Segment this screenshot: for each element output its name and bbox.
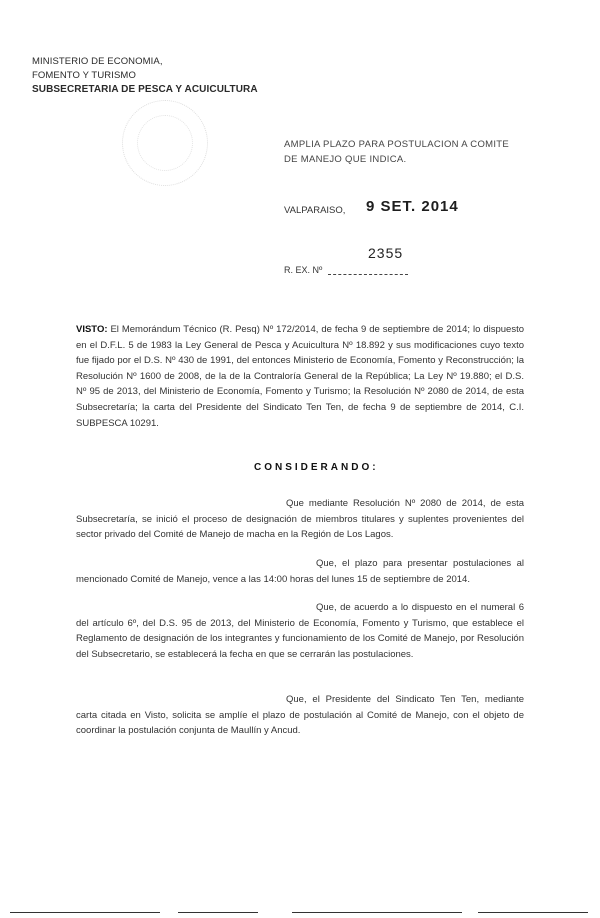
resolution-number-underline xyxy=(328,274,408,275)
considerando-item-1: Que mediante Resolución Nº 2080 de 2014, de esta Subsecretaría, se inició el proceso de designación de miembros titulares y suplentes provenientes del sector privado del Comité de Manejo de macha en la Región de Los Lagos. xyxy=(76,498,524,541)
subsecretaria-name: SUBSECRETARIA DE PESCA Y ACUICULTURA xyxy=(32,84,258,95)
considerando-item-3: Que, de acuerdo a lo dispuesto en el numeral 6 del artículo 6º, del D.S. 95 de 2013, del Ministerio de Economía, Fomento y Turismo, que establece el Reglamento de designación de los integrantes y funcionamiento de los Comité de Manejo, por Resolución del Subsecretario, se establecerá la fecha en que se cerrarán las postulaciones. xyxy=(76,602,524,660)
footer-rule-4 xyxy=(478,912,588,913)
resolution-label: R. EX. Nº xyxy=(284,265,323,275)
visto-heading: VISTO: xyxy=(76,324,108,335)
considerando-item-2: Que, el plazo para presentar postulaciones al mencionado Comité de Manejo, vence a las 14:00 horas del lunes 15 de septiembre de 2014. xyxy=(76,558,524,585)
resolution-number: 2355 xyxy=(368,245,404,261)
considerando-item-4: Que, el Presidente del Sindicato Ten Ten, mediante carta citada en Visto, solicita se amplíe el plazo de postulación al Comité de Manejo, con el objeto de coordinar la postulación conjunta de Maullín y Ancud. xyxy=(76,694,524,737)
faded-seal-stamp xyxy=(122,100,208,186)
footer-rule-3 xyxy=(292,912,462,913)
visto-paragraph xyxy=(76,322,524,431)
place-label: VALPARAISO, xyxy=(284,205,346,216)
footer-rule-2 xyxy=(178,912,258,913)
footer-rule-1 xyxy=(10,912,160,913)
document-subject: AMPLIA PLAZO PARA POSTULACION A COMITE DE MANEJO QUE INDICA. xyxy=(284,139,510,165)
issue-date-stamp xyxy=(366,198,459,215)
visto-text: El Memorándum Técnico (R. Pesq) Nº 172/2014, de fecha 9 de septiembre de 2014; lo dispuesto en el D.F.L. 5 de 1983 la Ley General de Pesca y Acuicultura Nº 18.892 y sus modificaciones cuyo texto fue fijado por el D.S. Nº 430 de 1991, del entonces Ministerio de Economía, Fomento y Reconstrucción; la Resolución Nº 1600 de 2008, de la de la Contraloría General de la República; La Ley Nº 19.880; el D.S. Nº 95 de 2013, del Ministerio de Economía, Fomento y Turismo; la Resolución Nº 2080 de 2014, de esta Subsecretaría; la carta del Presidente del Sindicato Ten Ten, de fecha 9 de septiembre de 2014, C.I. SUBPESCA 10291. xyxy=(76,324,524,429)
issue-date-value: 9 SET. 2014 xyxy=(366,198,459,215)
considerando-heading: CONSIDERANDO: xyxy=(254,462,379,473)
ministry-name: MINISTERIO DE ECONOMIA, xyxy=(32,56,163,67)
ministry-subtitle: FOMENTO Y TURISMO xyxy=(32,70,136,81)
